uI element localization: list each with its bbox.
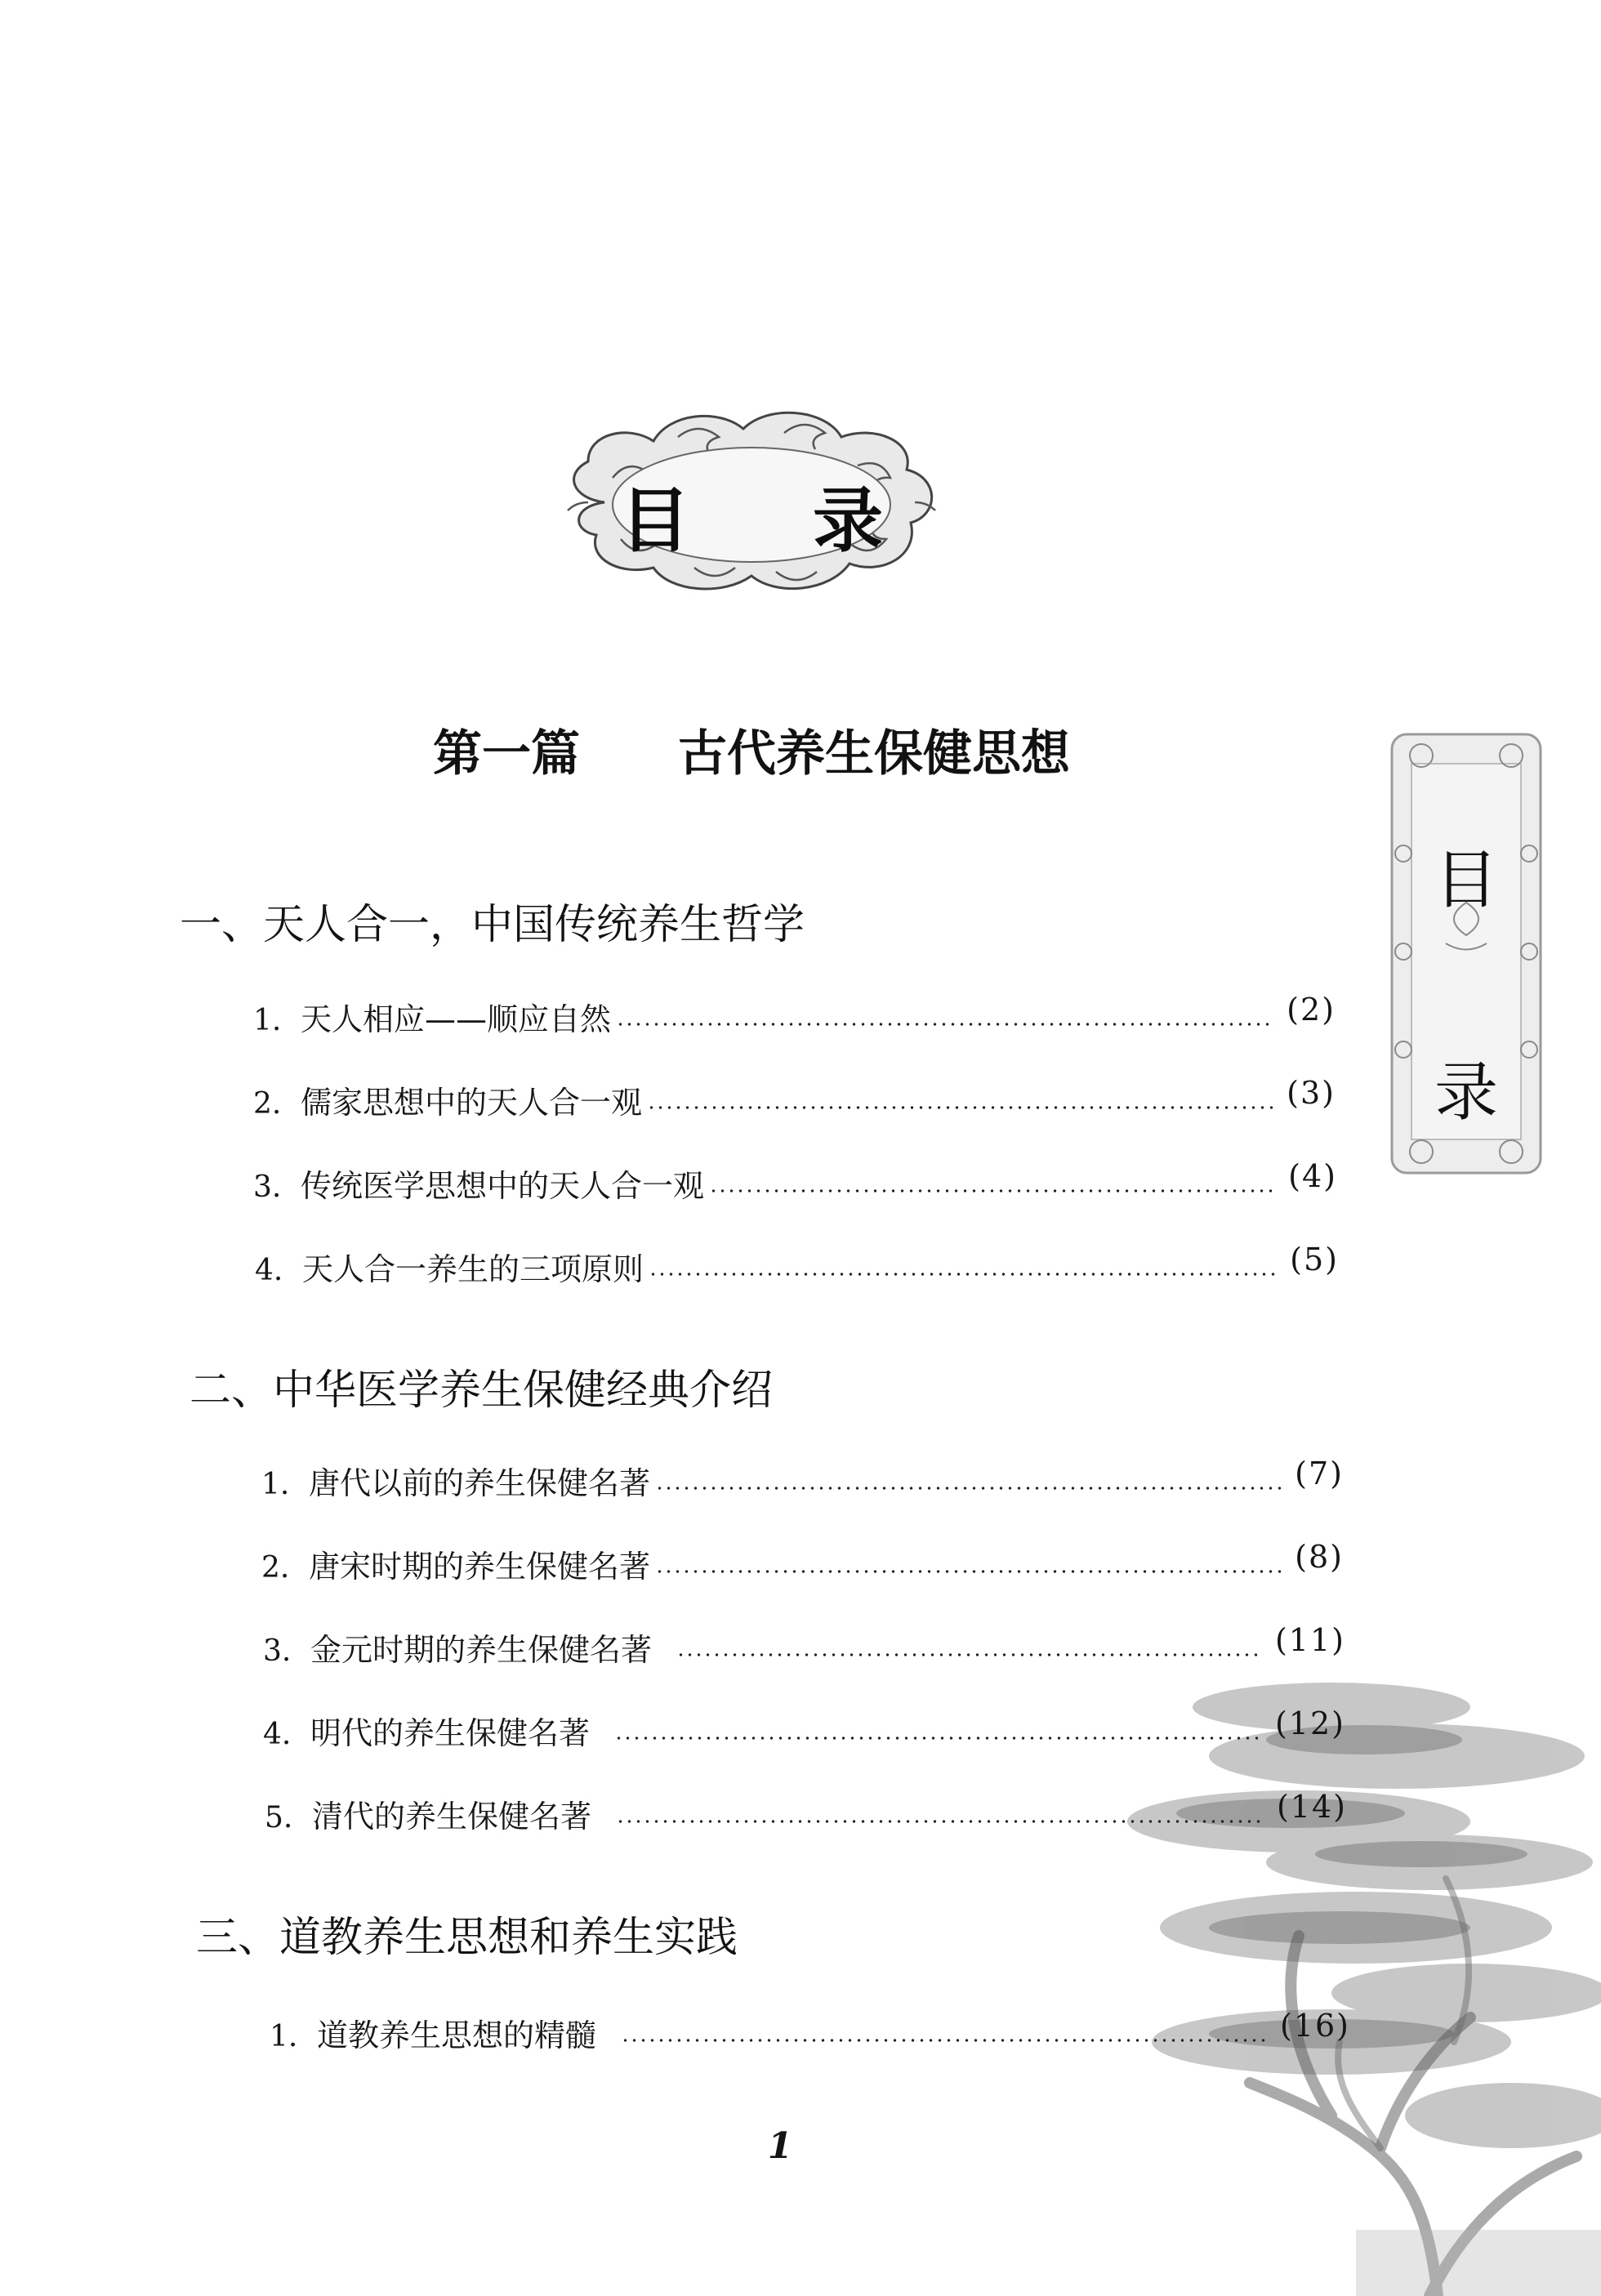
entry-page: (5): [1290, 1242, 1339, 1277]
entry-page: (12): [1274, 1705, 1345, 1741]
side-tab: [1389, 731, 1544, 1176]
entry-title: 唐宋时期的养生保健名著: [309, 1549, 651, 1585]
page-number: 1: [767, 2125, 793, 2167]
entry-page: (11): [1274, 1622, 1345, 1658]
entry-number: 2.: [261, 1551, 290, 1585]
dot-leader: [614, 1733, 1264, 1743]
dot-leader: [709, 1186, 1277, 1196]
entry-number: 1.: [261, 1468, 290, 1501]
entry-page: (16): [1279, 2008, 1350, 2044]
entry-number: 1.: [253, 1004, 282, 1037]
dot-leader: [621, 2035, 1269, 2045]
toc-entry[interactable]: [255, 1240, 1339, 1289]
part-title: 第一篇 古代养生保健思想: [433, 725, 1070, 782]
entry-title: 唐代以前的养生保健名著: [309, 1465, 651, 1501]
toc-entry[interactable]: [265, 1787, 1347, 1836]
entry-number: 4.: [263, 1718, 292, 1751]
entry-page: (4): [1288, 1158, 1337, 1194]
toc-entry[interactable]: [263, 1704, 1345, 1753]
toc-entry[interactable]: [263, 1621, 1345, 1670]
side-tab-char-bottom: 录: [1434, 1056, 1498, 1130]
entry-title: 明代的养生保健名著: [310, 1715, 591, 1751]
toc-entry[interactable]: [270, 2006, 1350, 2055]
dot-leader: [649, 1269, 1278, 1279]
dot-leader: [676, 1650, 1264, 1660]
contents-title: 目 录: [620, 479, 932, 562]
section-heading: 三、道教养生思想和养生实践: [196, 1914, 738, 1962]
entry-title: 天人合一养生的三项原则: [302, 1251, 644, 1287]
pine-tree-illustration: [1086, 1658, 1601, 2296]
entry-number: 2.: [253, 1087, 282, 1121]
entry-page: (14): [1276, 1789, 1347, 1825]
entry-page: (8): [1295, 1539, 1344, 1575]
section-heading: 一、天人合一，中国传统养生哲学: [180, 901, 805, 949]
dot-leader: [655, 1483, 1283, 1493]
entry-title: 儒家思想中的天人合一观: [301, 1085, 643, 1121]
toc-entry[interactable]: [253, 1073, 1336, 1122]
entry-title: 天人相应——顺应自然: [301, 1001, 612, 1037]
entry-title: 传统医学思想中的天人合一观: [301, 1168, 705, 1204]
entry-title: 金元时期的养生保健名著: [310, 1632, 653, 1668]
entry-title: 清代的养生保健名著: [312, 1799, 592, 1835]
entry-page: (3): [1287, 1075, 1336, 1111]
title-emblem: [555, 400, 948, 604]
entry-title: 道教养生思想的精髓: [317, 2017, 597, 2053]
toc-entry[interactable]: [261, 1537, 1344, 1586]
entry-number: 3.: [253, 1170, 282, 1204]
dot-leader: [647, 1103, 1275, 1112]
toc-entry[interactable]: [253, 990, 1336, 1039]
toc-entry[interactable]: [261, 1454, 1344, 1503]
dot-leader: [655, 1567, 1283, 1576]
entry-number: 4.: [255, 1254, 283, 1287]
entry-page: (2): [1287, 992, 1336, 1028]
entry-number: 3.: [263, 1634, 292, 1668]
dot-leader: [616, 1019, 1275, 1029]
toc-entry[interactable]: [253, 1157, 1337, 1206]
entry-number: 1.: [270, 2020, 298, 2053]
entry-page: (7): [1295, 1456, 1344, 1491]
side-tab-char-top: 目: [1434, 844, 1498, 917]
section-heading: 二、中华医学养生保健经典介绍: [190, 1366, 774, 1415]
dot-leader: [616, 1817, 1265, 1826]
entry-number: 5.: [265, 1801, 293, 1835]
